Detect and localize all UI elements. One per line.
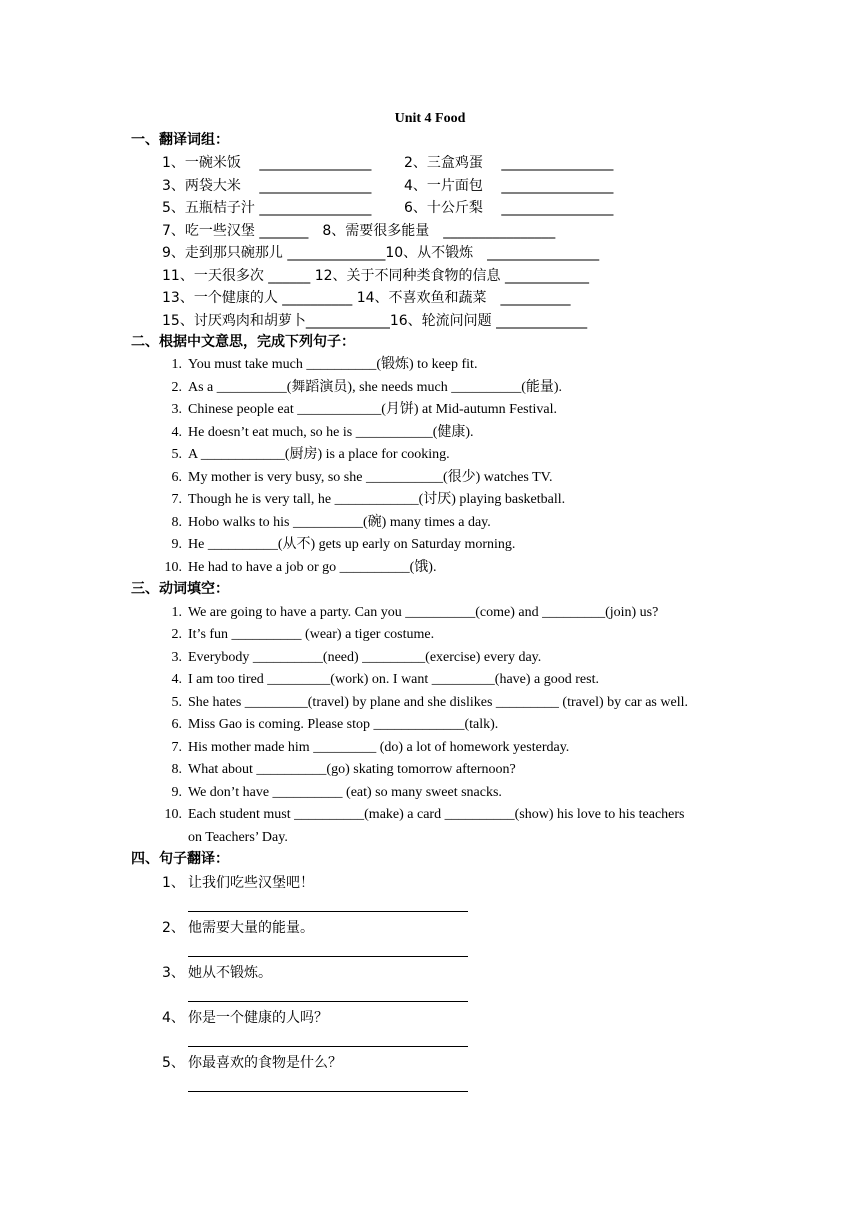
item-number: 7. — [171, 740, 182, 755]
item-text: Chinese people eat ____________(月饼) at Mid-autumn Festival. — [188, 402, 557, 417]
list-item — [0, 671, 860, 689]
list-item — [0, 716, 860, 734]
item-text: Though he is very tall, he ____________(讨厌) playing basketball. — [188, 492, 566, 507]
item-text: 你最喜欢的食物是什么？ — [188, 1055, 342, 1071]
phrase-item: 7、吃一些汉堡 _______ 8、需要很多能量 ________________ — [162, 223, 556, 239]
item-number: 2、 — [162, 920, 185, 936]
list-item — [0, 559, 860, 577]
list-item — [0, 469, 860, 487]
list-item — [0, 356, 860, 374]
item-number: 2. — [171, 380, 182, 395]
answer-line[interactable] — [188, 1091, 468, 1092]
item-number: 4. — [171, 425, 182, 440]
list-item — [0, 604, 860, 622]
item-text: Hobo walks to his __________(碗) many times a day. — [188, 515, 491, 530]
answer-line[interactable] — [188, 1046, 468, 1047]
item-number: 8. — [171, 762, 182, 777]
item-text: As a __________(舞蹈演员), she needs much __________(能量). — [188, 380, 563, 395]
item-number: 5、 — [162, 1055, 185, 1071]
list-item — [0, 1054, 860, 1072]
item-number: 8. — [171, 515, 182, 530]
item-number: 3、 — [162, 965, 185, 981]
section2-heading: 二、根据中文意思，完成下列句子： — [131, 335, 355, 350]
list-item — [0, 1009, 860, 1027]
item-text: She hates _________(travel) by plane and she dislikes _________ (travel) by car as well. — [188, 695, 688, 710]
phrase-item: 15、讨厌鸡肉和胡萝卜____________16、轮流问问题 _____________ — [162, 313, 588, 329]
item-text: We don’t have __________ (eat) so many sweet snacks. — [188, 785, 502, 800]
item-text: You must take much __________(锻炼) to keep fit. — [188, 357, 478, 372]
list-item — [0, 649, 860, 667]
phrase-item: 11、一天很多次 ______ 12、关于不同种类食物的信息 ____________ — [162, 268, 589, 284]
item-number: 5. — [171, 695, 182, 710]
list-item — [0, 401, 860, 419]
item-number: 6. — [171, 717, 182, 732]
item-text: A ____________(厨房) is a place for cooking. — [188, 447, 450, 462]
item-text: We are going to have a party. Can you __________(come) and _________(join) us? — [188, 605, 659, 620]
item-number: 10. — [164, 807, 182, 822]
item-text: My mother is very busy, so she ___________(很少) watches TV. — [188, 470, 553, 485]
item-number: 1、 — [162, 875, 185, 891]
phrase-item: 3、两袋大米 ________________ — [162, 178, 372, 194]
list-item — [0, 536, 860, 554]
item-number: 3. — [171, 650, 182, 665]
section3-heading: 三、动词填空： — [131, 582, 229, 597]
item-text: He doesn’t eat much, so he is ___________(健康). — [188, 425, 474, 440]
list-item — [0, 874, 860, 892]
item-text: It’s fun __________ (wear) a tiger costume. — [188, 627, 435, 642]
list-item — [0, 446, 860, 464]
list-item — [0, 626, 860, 644]
page-title: Unit 4 Food — [394, 111, 466, 126]
item-number: 6. — [171, 470, 182, 485]
section4-heading: 四、句子翻译： — [131, 852, 229, 867]
list-item — [0, 739, 860, 757]
phrase-item: 1、一碗米饭 ________________ — [162, 155, 372, 171]
section1-heading: 一、翻译词组： — [131, 133, 229, 148]
item-number: 1. — [171, 357, 182, 372]
list-item — [0, 784, 860, 802]
item-text: What about __________(go) skating tomorrow afternoon? — [188, 762, 516, 777]
item-text: Each student must __________(make) a card __________(show) his love to his teachers — [188, 807, 685, 822]
phrase-item: 13、一个健康的人 __________ 14、不喜欢鱼和蔬菜 __________ — [162, 290, 571, 306]
list-item — [0, 694, 860, 712]
list-item — [0, 761, 860, 779]
item-text: Everybody __________(need) _________(exercise) every day. — [188, 650, 542, 665]
list-item — [0, 379, 860, 397]
list-item — [0, 424, 860, 442]
item-text: I am too tired _________(work) on. I want _________(have) a good rest. — [188, 672, 599, 687]
item-text: 让我们吃些汉堡吧！ — [188, 875, 314, 891]
phrase-item: 5、五瓶桔子汁 ________________ — [162, 200, 372, 216]
item-text: He __________(从不) gets up early on Saturday morning. — [188, 537, 516, 552]
answer-line[interactable] — [188, 956, 468, 957]
item-text: 他需要大量的能量。 — [188, 920, 314, 936]
list-item — [0, 514, 860, 532]
list-item — [0, 806, 860, 824]
list-item — [0, 919, 860, 937]
item-number: 1. — [171, 605, 182, 620]
item-text: 你是一个健康的人吗？ — [188, 1010, 328, 1026]
item-number: 7. — [171, 492, 182, 507]
answer-line[interactable] — [188, 1001, 468, 1002]
item-number: 9. — [171, 537, 182, 552]
item-number: 2. — [171, 627, 182, 642]
item-text: He had to have a job or go __________(饿). — [188, 560, 437, 575]
phrase-item: 6、十公斤梨 ________________ — [404, 200, 614, 216]
phrase-item: 9、走到那只碗那儿 ______________10、从不锻炼 ________________ — [162, 245, 600, 261]
answer-line[interactable] — [188, 911, 468, 912]
list-item — [0, 964, 860, 982]
item-number: 3. — [171, 402, 182, 417]
item-number: 4、 — [162, 1010, 185, 1026]
item-number: 4. — [171, 672, 182, 687]
item-text: His mother made him _________ (do) a lot of homework yesterday. — [188, 740, 570, 755]
item-text: 她从不锻炼。 — [188, 965, 272, 981]
list-item — [0, 491, 860, 509]
phrase-item: 2、三盒鸡蛋 ________________ — [404, 155, 614, 171]
item-number: 10. — [164, 560, 182, 575]
item-number: 5. — [171, 447, 182, 462]
phrase-item: 4、一片面包 ________________ — [404, 178, 614, 194]
item-text: Miss Gao is coming. Please stop _____________(talk). — [188, 717, 499, 732]
item-continuation: on Teachers’ Day. — [188, 830, 288, 845]
item-number: 9. — [171, 785, 182, 800]
